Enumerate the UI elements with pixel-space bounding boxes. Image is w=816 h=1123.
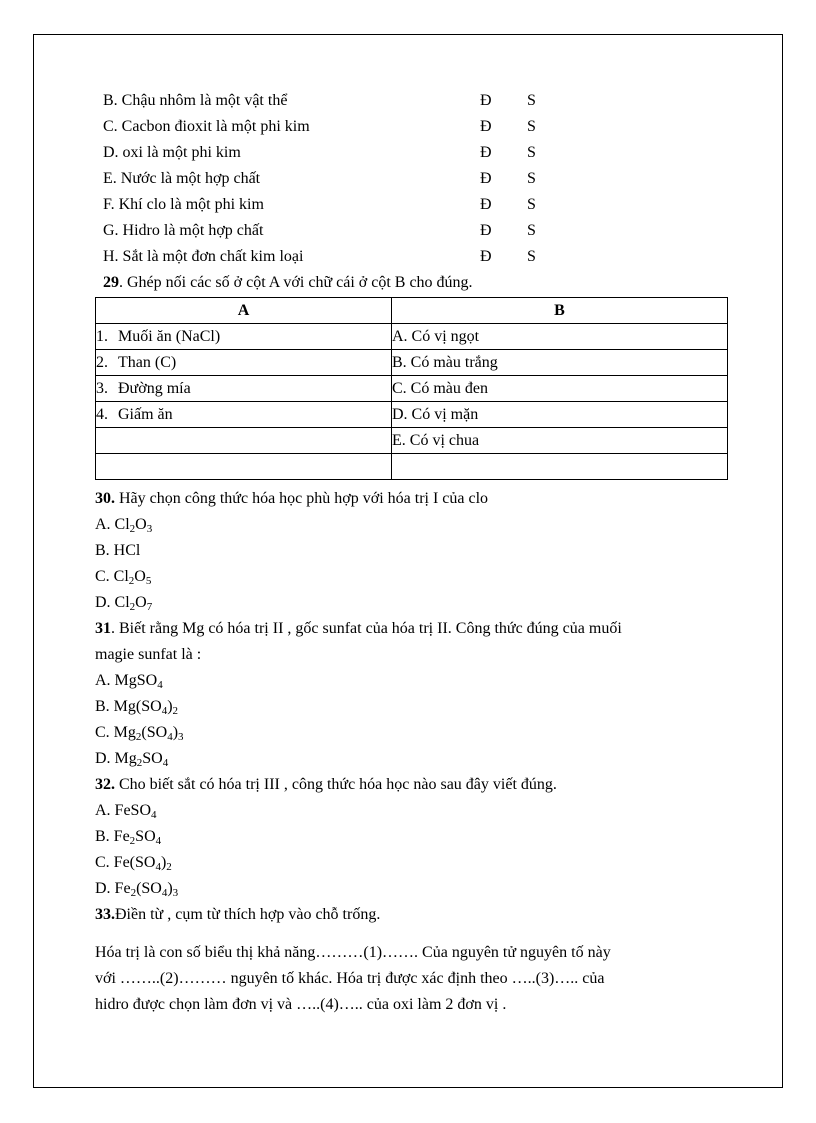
answer-option[interactable]: B. $Mg(SO_4)_2$ [95,698,179,717]
answer-option[interactable]: A. $Cl_2O_3$ [95,516,153,535]
question-number: 30. [95,490,115,507]
false-option[interactable]: S [527,144,536,161]
column-b-cell: B. Có màu trắng [392,350,728,376]
column-b-cell: C. Có màu đen [392,376,728,402]
column-b-cell: D. Có vị mặn [392,402,728,428]
table-row [96,350,728,376]
question-text: Cho biết sắt có hóa trị III , công thức hóa học nào sau đây viết đúng. [115,776,557,793]
true-false-list [103,88,743,296]
column-b-cell: E. Có vị chua [392,428,728,454]
answer-option[interactable]: D. $Fe_2(SO_4)_3$ [95,880,179,899]
tf-statement: H. Sắt là một đơn chất kim loại [103,248,304,265]
tf-item [103,88,743,114]
false-option[interactable]: S [527,118,536,135]
option-text: A. Cl [95,516,130,533]
paragraph-line: với ……..(2)……… nguyên tố khác. Hóa trị được xác định theo …..(3)….. của [95,970,605,987]
question-text: . Biết rằng Mg có hóa trị II , gốc sunfat của hóa trị II. Công thức đúng của muối [111,620,622,637]
false-option[interactable]: S [527,248,536,265]
paragraph-line: hidro được chọn làm đơn vị và …..(4)….. của oxi làm 2 đơn vị . [95,996,507,1013]
tf-statement: C. Cacbon đioxit là một phi kim [103,118,310,135]
table-row [96,324,728,350]
question-text: Điền từ , cụm từ thích hợp vào chỗ trống. [115,906,381,923]
column-a-cell [96,428,392,454]
matching-table [95,297,728,480]
table-row [96,428,728,454]
question-number: 32. [95,776,115,793]
true-option[interactable]: Đ [480,170,492,187]
item-text: Giấm ăn [118,405,173,423]
item-number: 2. [96,353,108,371]
item-text: Muối ăn (NaCl) [118,327,221,345]
true-option[interactable]: Đ [480,196,492,213]
answer-option[interactable] [95,538,735,564]
true-option[interactable]: Đ [480,248,492,265]
tf-item [103,166,743,192]
answer-option[interactable]: A. MgSO$_4$ [95,672,163,691]
answer-option[interactable]: C. $Cl_2O_5$ [95,568,152,587]
false-option[interactable]: S [527,196,536,213]
question-number: 33. [95,906,115,923]
column-b-cell: A. Có vị ngọt [392,324,728,350]
table-row [96,376,728,402]
column-a-cell [96,376,392,402]
item-text: Đường mía [118,379,191,397]
column-a-cell [96,402,392,428]
paragraph-line: Hóa trị là con số biểu thị khả năng………(1)……. Của nguyên tử nguyên tố này [95,944,611,961]
answer-option[interactable]: B. $Fe_2SO_4$ [95,828,162,847]
tf-statement: E. Nước là một hợp chất [103,170,261,187]
tf-item [103,140,743,166]
answer-option[interactable]: A. FeSO$_4$ [95,802,157,821]
false-option[interactable]: S [527,170,536,187]
item-number: 3. [96,379,108,397]
true-option[interactable]: Đ [480,118,492,135]
answer-option[interactable]: C. $Fe(SO_4)_2$ [95,854,172,873]
true-option[interactable]: Đ [480,222,492,239]
item-number: 1. [96,327,108,345]
question-number: 31 [95,620,111,637]
column-a-cell [96,454,392,480]
tf-item [103,218,743,244]
false-option[interactable]: S [527,222,536,239]
false-option[interactable]: S [527,92,536,109]
question-29 [103,270,743,296]
true-option[interactable]: Đ [480,144,492,161]
answer-option[interactable]: D. $Mg_2SO_4$ [95,750,169,769]
question-text: . Ghép nối các số ở cột A với chữ cái ở cột B cho đúng. [119,274,473,291]
table-row [96,454,728,480]
tf-statement: G. Hidro là một hợp chất [103,222,264,239]
tf-item [103,192,743,218]
item-number: 4. [96,405,108,423]
option-text: C. Cl [95,568,129,585]
option-text: B. HCl [95,542,141,559]
question-31-continued: magie sunfat là : [95,646,202,663]
column-b-header: B [392,298,728,324]
tf-item [103,114,743,140]
question-31 [95,616,735,642]
tf-statement: D. oxi là một phi kim [103,144,241,161]
column-a-header: A [96,298,392,324]
true-option[interactable]: Đ [480,92,492,109]
questions-block [95,486,735,928]
item-text: Than (C) [118,353,177,371]
table-row [96,402,728,428]
option-text: D. Cl [95,594,130,611]
question-text: Hãy chọn công thức hóa học phù hợp với hóa trị I của clo [115,490,489,507]
tf-statement: F. Khí clo là một phi kim [103,196,264,213]
question-32 [95,772,735,798]
fill-blank-paragraph [95,940,725,1018]
question-30 [95,486,735,512]
answer-option[interactable]: D. $Cl_2O_7$ [95,594,153,613]
tf-item [103,244,743,270]
question-number: 29 [103,274,119,291]
column-a-cell [96,324,392,350]
tf-statement: B. Chậu nhôm là một vật thể [103,92,288,109]
question-33 [95,902,735,928]
column-b-cell [392,454,728,480]
answer-option[interactable]: C. $Mg_2(SO_4)_3$ [95,724,184,743]
column-a-cell [96,350,392,376]
